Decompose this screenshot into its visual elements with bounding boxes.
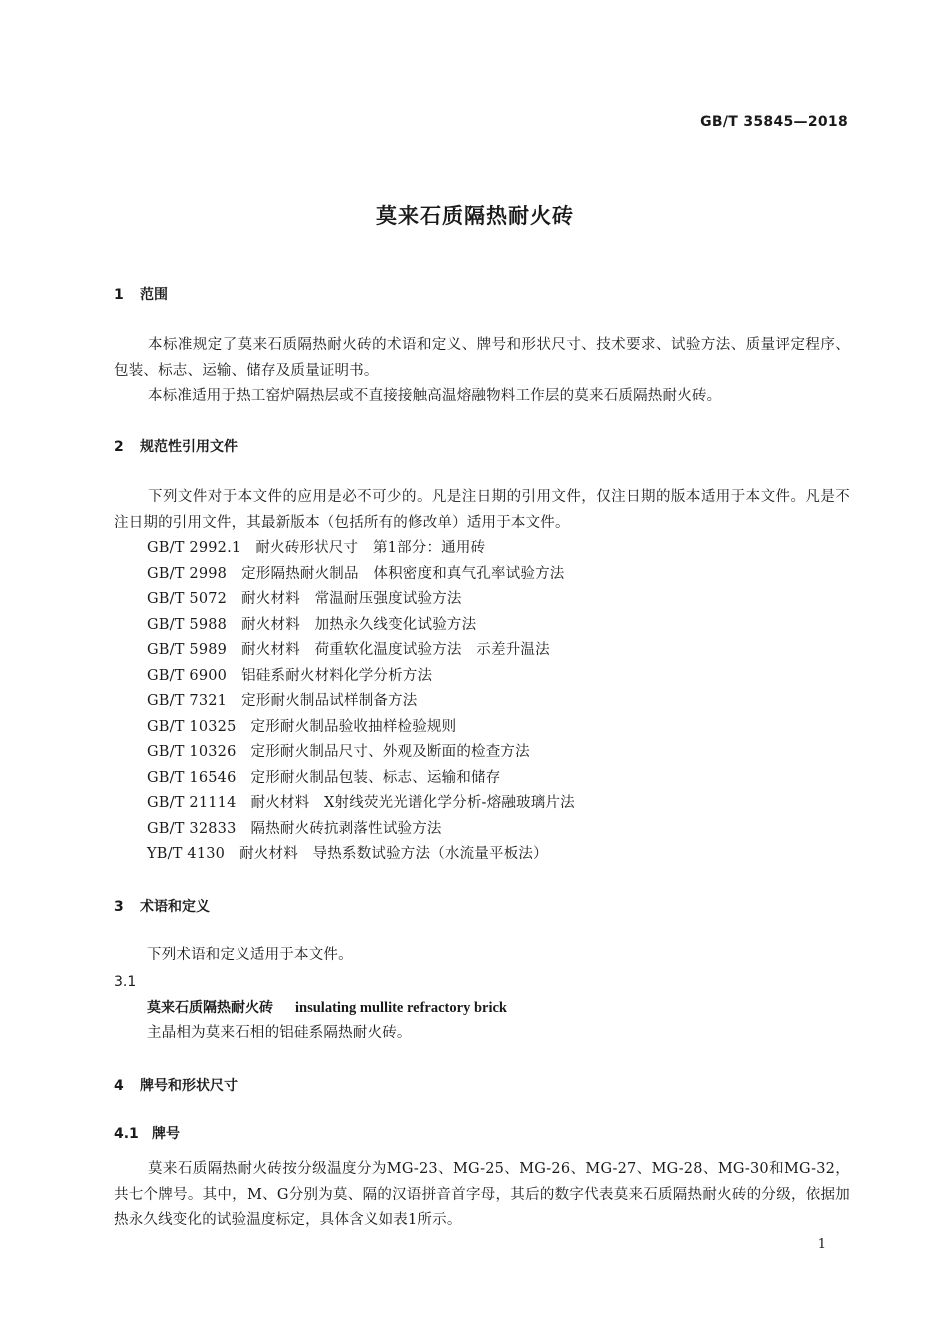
reference-item: [147, 615, 476, 635]
reference-code: GB/T 2992.1: [147, 540, 242, 556]
reference-item: [147, 589, 462, 609]
reference-title: 定形耐火制品验收抽样检验规则: [250, 719, 457, 735]
section-number: 1: [114, 287, 124, 303]
reference-title: 耐火砖形状尺寸 第1部分：通用砖: [255, 540, 486, 556]
section-2-heading: [114, 437, 238, 457]
term-english: insulating mullite refractory brick: [295, 1000, 507, 1016]
reference-title: 耐火材料 导热系数试验方法（水流量平板法）: [239, 846, 548, 862]
subsection-title: 牌号: [152, 1126, 180, 1142]
reference-item: [147, 691, 418, 711]
reference-code: GB/T 16546: [147, 770, 237, 786]
reference-title: 定形耐火制品包装、标志、运输和储存: [250, 770, 501, 786]
reference-item: [147, 640, 550, 660]
term-chinese: 莫来石质隔热耐火砖: [147, 1000, 273, 1016]
section-title: 规范性引用文件: [140, 439, 238, 455]
reference-code: GB/T 5988: [147, 617, 228, 633]
reference-item: [147, 666, 432, 686]
reference-item: [147, 564, 565, 584]
section-1-paragraph-2: 本标准适用于热工窑炉隔热层或不直接接触高温熔融物料工作层的莫来石质隔热耐火砖。: [148, 388, 722, 404]
reference-item: [147, 742, 530, 762]
reference-title: 耐火材料 常温耐压强度试验方法: [241, 591, 462, 607]
reference-item: [147, 819, 442, 839]
section-2-intro: 下列文件对于本文件的应用是必不可少的。凡是注日期的引用文件，仅注日期的版本适用于本文件。凡是不注日期的引用文件，其最新版本（包括所有的修改单）适用于本文件。: [114, 489, 850, 531]
term-definition: 主晶相为莫来石相的铝硅系隔热耐火砖。: [147, 1025, 412, 1041]
reference-code: GB/T 10326: [147, 744, 237, 760]
section-title: 范围: [140, 287, 168, 303]
reference-title: 隔热耐火砖抗剥落性试验方法: [250, 821, 442, 837]
reference-code: GB/T 21114: [147, 795, 237, 811]
section-3-intro: 下列术语和定义适用于本文件。: [147, 947, 353, 963]
reference-code: GB/T 5072: [147, 591, 228, 607]
section-3-heading: [114, 897, 210, 917]
section-title: 牌号和形状尺寸: [140, 1078, 238, 1094]
term-number: 3.1: [114, 974, 137, 990]
reference-code: YB/T 4130: [147, 846, 226, 862]
section-4-heading: [114, 1076, 238, 1096]
reference-code: GB/T 7321: [147, 693, 228, 709]
reference-title: 铝硅系耐火材料化学分析方法: [241, 668, 433, 684]
section-number: 3: [114, 899, 124, 915]
subsection-4-1-heading: [114, 1124, 180, 1144]
section-1-paragraph-1: 本标准规定了莫来石质隔热耐火砖的术语和定义、牌号和形状尺寸、技术要求、试验方法、质量评定程序、包装、标志、运输、储存及质量证明书。: [114, 337, 850, 379]
reference-item: [147, 844, 548, 864]
standard-number: GB/T 35845—2018: [700, 114, 848, 130]
section-1-heading: [114, 285, 168, 305]
reference-item: [147, 538, 485, 558]
reference-item: [147, 768, 500, 788]
document-title: 莫来石质隔热耐火砖: [376, 204, 574, 228]
reference-code: GB/T 32833: [147, 821, 237, 837]
subsection-number: 4.1: [114, 1126, 139, 1142]
reference-title: 耐火材料 X射线荧光光谱化学分析-熔融玻璃片法: [250, 795, 575, 811]
section-number: 4: [114, 1078, 124, 1094]
reference-title: 定形隔热耐火制品 体积密度和真气孔率试验方法: [241, 566, 565, 582]
section-4-1-paragraph: 莫来石质隔热耐火砖按分级温度分为MG-23、MG-25、MG-26、MG-27、MG-28、MG-30和MG-32，共七个牌号。其中，M、G分别为莫、隔的汉语拼音首字母，其后的数字代表莫来石质隔热耐火砖的分级，依据加热永久线变化的试验温度标定，具体含义如表1所示。: [114, 1161, 850, 1228]
reference-title: 定形耐火制品尺寸、外观及断面的检查方法: [250, 744, 530, 760]
reference-title: 定形耐火制品试样制备方法: [241, 693, 418, 709]
page-number: 1: [817, 1237, 826, 1252]
reference-code: GB/T 5989: [147, 642, 228, 658]
term-entry: [147, 998, 507, 1018]
reference-title: 耐火材料 荷重软化温度试验方法 示差升温法: [241, 642, 550, 658]
reference-item: [147, 717, 456, 737]
reference-code: GB/T 2998: [147, 566, 228, 582]
section-title: 术语和定义: [140, 899, 210, 915]
reference-item: [147, 793, 575, 813]
section-number: 2: [114, 439, 124, 455]
reference-code: GB/T 10325: [147, 719, 237, 735]
reference-code: GB/T 6900: [147, 668, 228, 684]
reference-title: 耐火材料 加热永久线变化试验方法: [241, 617, 477, 633]
